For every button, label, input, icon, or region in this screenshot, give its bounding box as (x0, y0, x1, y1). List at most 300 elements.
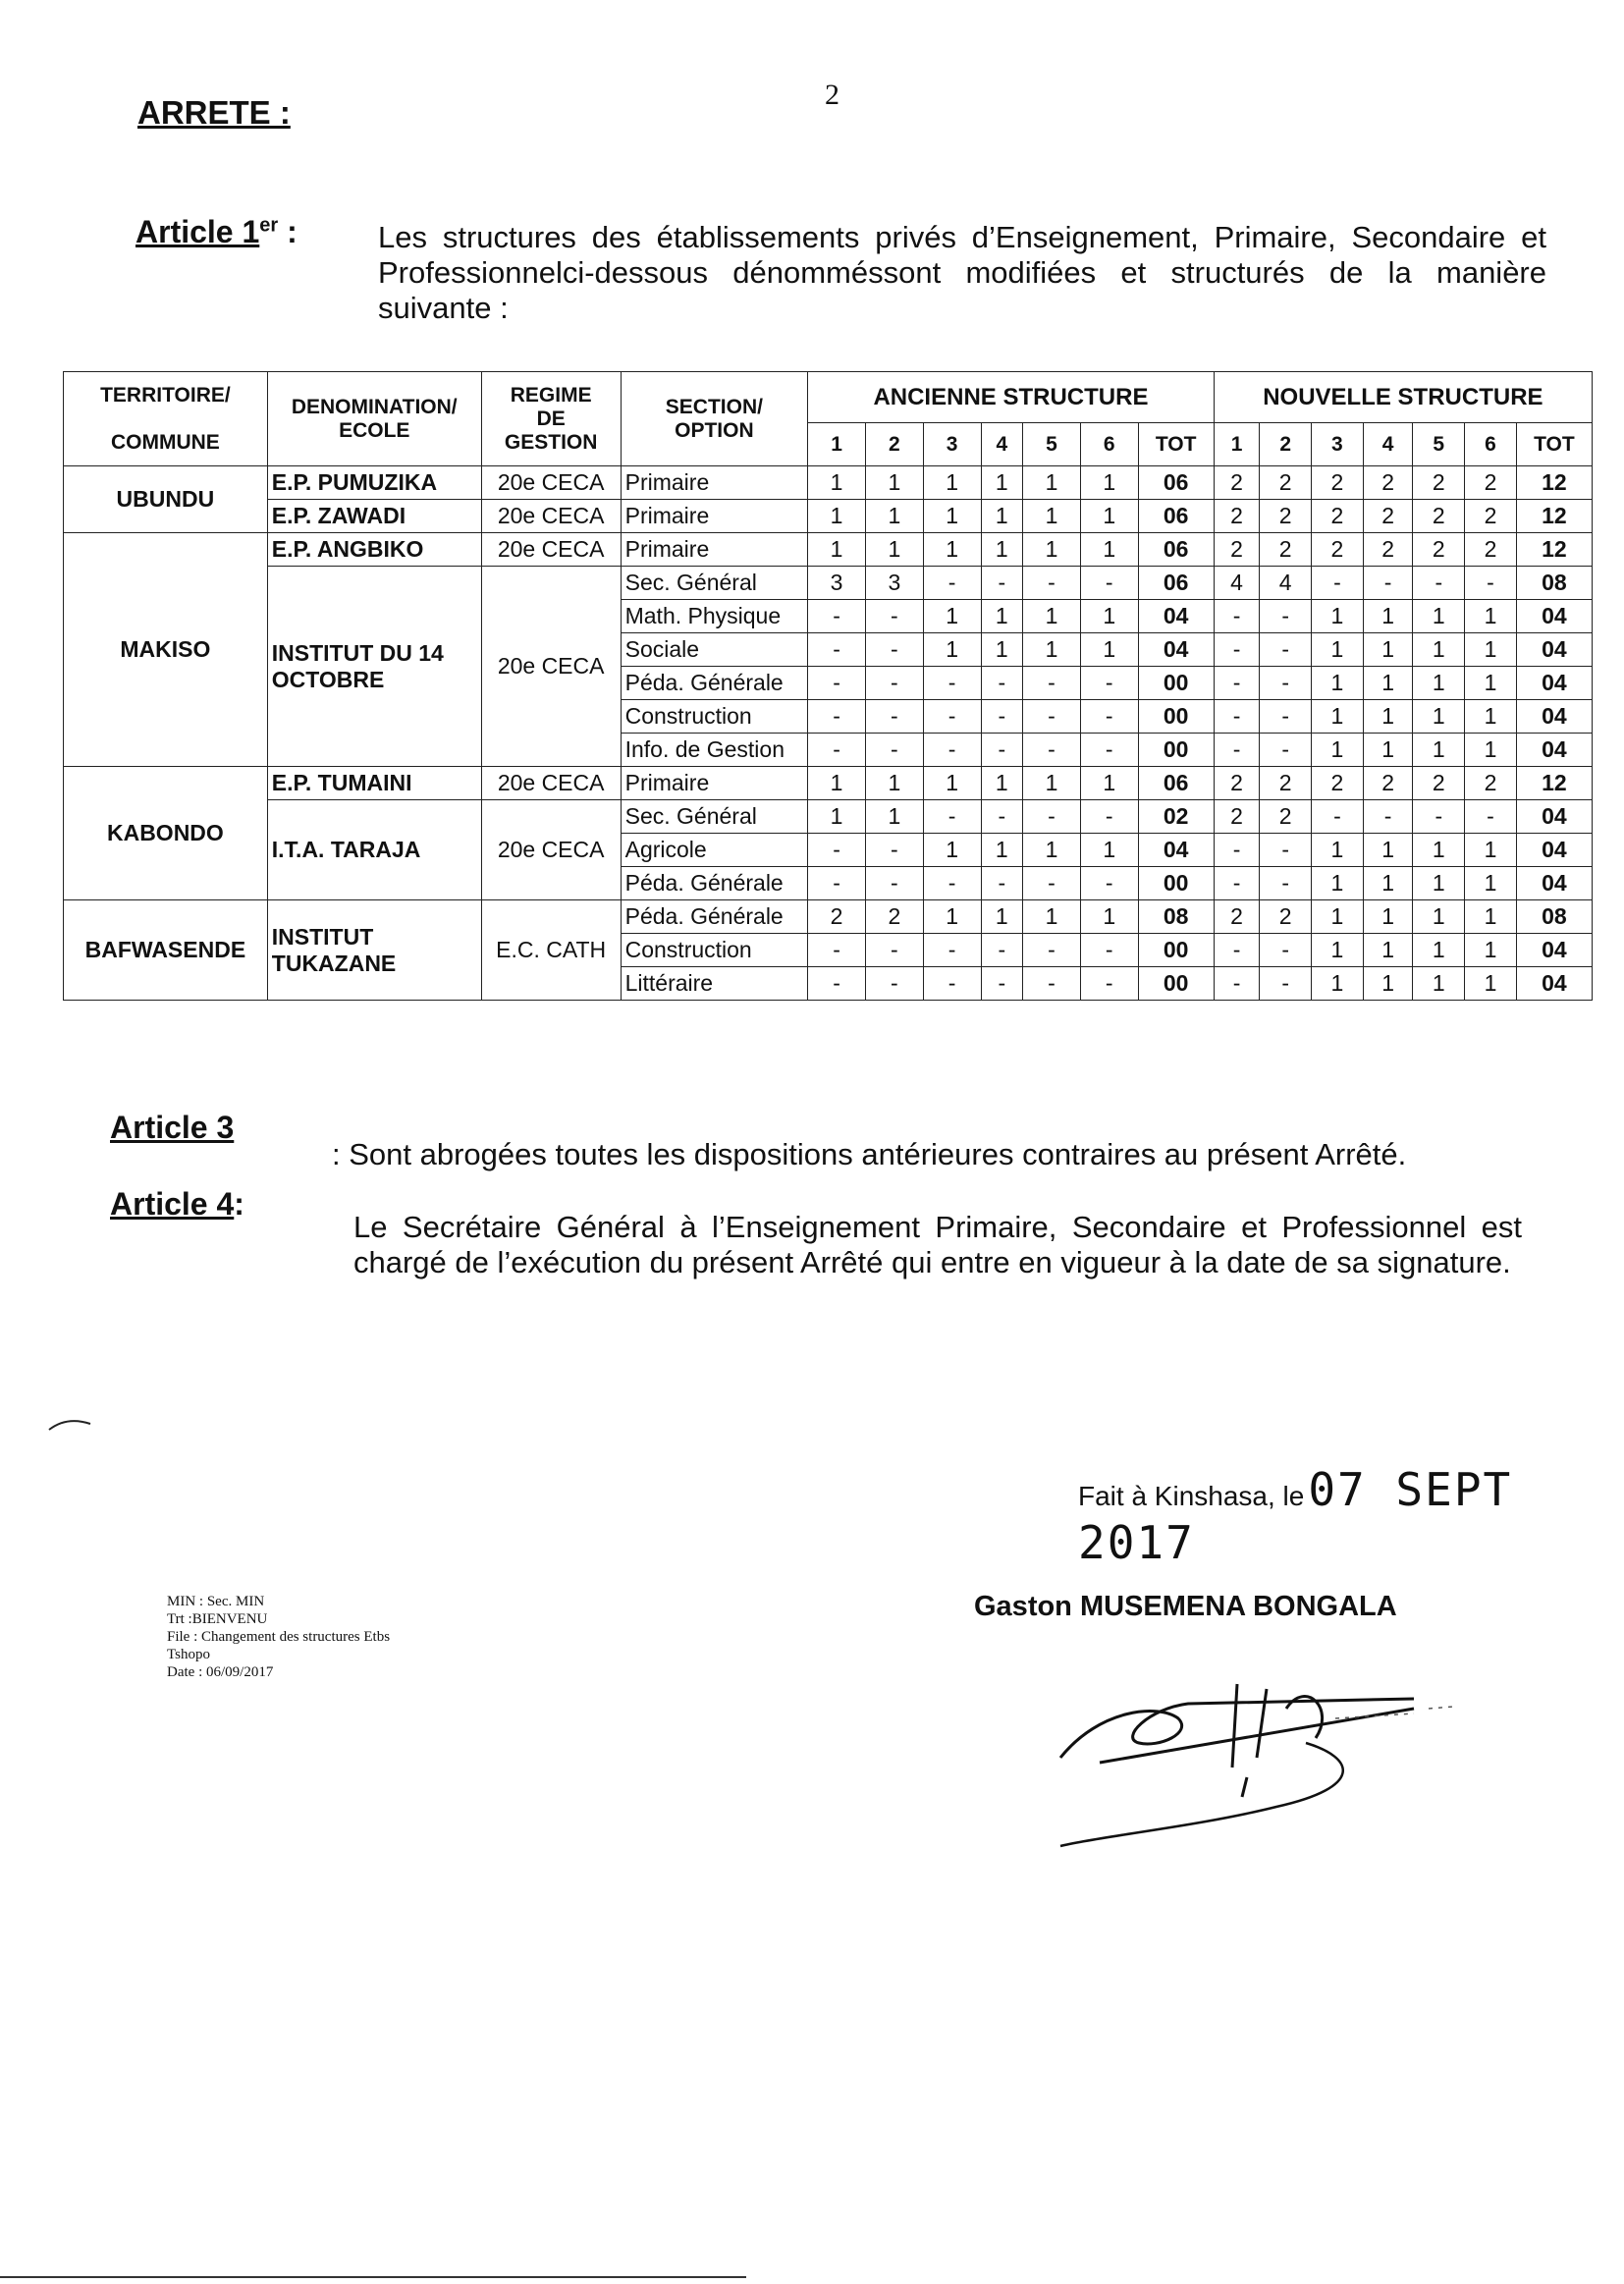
header-ancienne-grade: 6 (1080, 423, 1138, 466)
cell-ancienne-grade: 2 (865, 900, 923, 934)
cell-ancienne-grade: 1 (808, 767, 866, 800)
cell-ancienne-total: 04 (1138, 834, 1214, 867)
header-nouvelle-grade: TOT (1516, 423, 1592, 466)
cell-ancienne-grade: 1 (1080, 834, 1138, 867)
cell-ancienne-grade: 1 (1023, 900, 1081, 934)
cell-regime: 20e CECA (481, 767, 621, 800)
table-row (64, 466, 1593, 500)
cell-regime: 20e CECA (481, 800, 621, 900)
cell-nouvelle-grade: 1 (1413, 867, 1465, 900)
cell-nouvelle-grade: 1 (1465, 700, 1517, 734)
cell-nouvelle-grade: 2 (1465, 533, 1517, 567)
cell-ancienne-grade: - (923, 700, 981, 734)
cell-ecole: E.P. PUMUZIKA (267, 466, 481, 500)
cell-ancienne-grade: - (808, 934, 866, 967)
cell-nouvelle-grade: - (1214, 600, 1260, 633)
cell-regime: 20e CECA (481, 466, 621, 500)
cell-ancienne-grade: 1 (1080, 600, 1138, 633)
cell-ancienne-grade: 1 (808, 500, 866, 533)
cell-nouvelle-grade: 1 (1413, 934, 1465, 967)
cell-nouvelle-grade: - (1214, 867, 1260, 900)
cell-nouvelle-grade: 2 (1260, 767, 1312, 800)
cell-nouvelle-total: 04 (1516, 967, 1592, 1001)
header-nouvelle-grade: 1 (1214, 423, 1260, 466)
cell-nouvelle-grade: 2 (1260, 800, 1312, 834)
article-4-label-suffix: : (234, 1186, 244, 1222)
cell-nouvelle-grade: 1 (1465, 667, 1517, 700)
cell-nouvelle-total: 04 (1516, 800, 1592, 834)
cell-ancienne-grade: 2 (808, 900, 866, 934)
header-regime: REGIME DE GESTION (481, 372, 621, 466)
cell-ecole: E.P. TUMAINI (267, 767, 481, 800)
cell-nouvelle-grade: 1 (1312, 867, 1364, 900)
cell-ancienne-grade: - (808, 834, 866, 867)
header-ancienne-grade: 3 (923, 423, 981, 466)
table-body (64, 466, 1593, 1001)
cell-nouvelle-grade: 1 (1465, 867, 1517, 900)
cell-section: Math. Physique (621, 600, 808, 633)
article-3-label: Article 3 (110, 1110, 235, 1145)
cell-nouvelle-grade: 1 (1312, 734, 1364, 767)
cell-ancienne-total: 00 (1138, 967, 1214, 1001)
cell-ancienne-grade: - (1023, 867, 1081, 900)
header-ancienne-grade: 2 (865, 423, 923, 466)
cell-nouvelle-grade: 1 (1413, 700, 1465, 734)
cell-ancienne-grade: 1 (865, 466, 923, 500)
cell-nouvelle-total: 12 (1516, 466, 1592, 500)
decree-heading: ARRETE : (137, 94, 291, 131)
cell-section: Primaire (621, 533, 808, 567)
cell-ancienne-grade: - (981, 800, 1023, 834)
cell-ancienne-total: 04 (1138, 633, 1214, 667)
cell-ancienne-grade: - (865, 633, 923, 667)
cell-ancienne-grade: 1 (808, 533, 866, 567)
header-ancienne-structure: ANCIENNE STRUCTURE (808, 372, 1215, 423)
cell-section: Info. de Gestion (621, 734, 808, 767)
header-ancienne-grade: 1 (808, 423, 866, 466)
cell-ancienne-grade: - (981, 700, 1023, 734)
cell-ancienne-grade: - (865, 834, 923, 867)
cell-ancienne-grade: 1 (981, 533, 1023, 567)
cell-ancienne-grade: 1 (923, 466, 981, 500)
cell-ancienne-grade: 1 (865, 767, 923, 800)
reference-block (167, 1593, 390, 1681)
cell-nouvelle-grade: 1 (1465, 834, 1517, 867)
article-1-superscript: er (259, 214, 279, 237)
cell-section: Péda. Générale (621, 867, 808, 900)
header-nouvelle-grade: 2 (1260, 423, 1312, 466)
cell-ancienne-grade: 1 (1080, 900, 1138, 934)
cell-nouvelle-grade: 1 (1363, 600, 1413, 633)
table-row (64, 567, 1593, 600)
cell-ancienne-grade: 1 (923, 767, 981, 800)
page-number: 2 (825, 79, 839, 111)
cell-nouvelle-grade: - (1260, 667, 1312, 700)
header-ancienne-grade: TOT (1138, 423, 1214, 466)
cell-nouvelle-grade: 1 (1363, 633, 1413, 667)
cell-nouvelle-grade: 2 (1260, 900, 1312, 934)
cell-ancienne-grade: 1 (923, 900, 981, 934)
cell-ancienne-grade: - (923, 734, 981, 767)
cell-nouvelle-grade: - (1214, 834, 1260, 867)
cell-ancienne-grade: - (808, 600, 866, 633)
cell-section: Primaire (621, 500, 808, 533)
cell-nouvelle-grade: 1 (1363, 867, 1413, 900)
cell-ancienne-grade: - (981, 567, 1023, 600)
cell-ecole: E.P. ANGBIKO (267, 533, 481, 567)
cell-nouvelle-grade: 1 (1413, 900, 1465, 934)
cell-section: Primaire (621, 767, 808, 800)
cell-ancienne-grade: 1 (923, 500, 981, 533)
cell-nouvelle-grade: 1 (1312, 900, 1364, 934)
cell-nouvelle-grade: 1 (1363, 734, 1413, 767)
cell-ancienne-grade: 3 (808, 567, 866, 600)
cell-ancienne-grade: 1 (923, 633, 981, 667)
article-1-label (135, 214, 298, 250)
cell-ancienne-grade: - (1080, 700, 1138, 734)
cell-nouvelle-grade: 1 (1465, 900, 1517, 934)
cell-nouvelle-grade: 1 (1413, 633, 1465, 667)
cell-ancienne-grade: 1 (981, 500, 1023, 533)
handwritten-signature (1041, 1650, 1473, 1856)
cell-nouvelle-grade: 1 (1465, 600, 1517, 633)
cell-ancienne-grade: - (1080, 567, 1138, 600)
cell-nouvelle-grade: 1 (1312, 667, 1364, 700)
cell-ancienne-grade: - (865, 667, 923, 700)
cell-nouvelle-grade: 2 (1465, 767, 1517, 800)
table-row (64, 767, 1593, 800)
cell-section: Péda. Générale (621, 900, 808, 934)
cell-nouvelle-grade: 1 (1312, 934, 1364, 967)
date-stamp: 07 SEPT 2017 (1078, 1463, 1513, 1569)
header-denomination: DENOMINATION/ ECOLE (267, 372, 481, 466)
header-nouvelle-grade: 5 (1413, 423, 1465, 466)
cell-section: Sociale (621, 633, 808, 667)
article-4-label-text: Article 4 (110, 1186, 235, 1222)
header-nouvelle-grade: 6 (1465, 423, 1517, 466)
table-row (64, 800, 1593, 834)
cell-territoire: MAKISO (64, 533, 268, 767)
cell-nouvelle-grade: 1 (1465, 967, 1517, 1001)
cell-ancienne-total: 00 (1138, 934, 1214, 967)
cell-nouvelle-total: 04 (1516, 700, 1592, 734)
cell-nouvelle-grade: - (1214, 967, 1260, 1001)
cell-nouvelle-grade: - (1465, 800, 1517, 834)
cell-ancienne-grade: - (981, 967, 1023, 1001)
cell-ancienne-grade: - (865, 734, 923, 767)
cell-ancienne-grade: - (865, 600, 923, 633)
cell-ancienne-grade: 1 (1023, 600, 1081, 633)
cell-nouvelle-grade: 1 (1363, 667, 1413, 700)
cell-section: Sec. Général (621, 800, 808, 834)
cell-nouvelle-grade: 1 (1312, 600, 1364, 633)
cell-ancienne-grade: 1 (981, 600, 1023, 633)
cell-nouvelle-grade: 1 (1312, 967, 1364, 1001)
cell-nouvelle-grade: - (1260, 633, 1312, 667)
cell-ancienne-grade: - (1023, 967, 1081, 1001)
cell-section: Sec. Général (621, 567, 808, 600)
cell-nouvelle-total: 12 (1516, 533, 1592, 567)
cell-nouvelle-grade: - (1214, 667, 1260, 700)
header-section: SECTION/ OPTION (621, 372, 808, 466)
table-row (64, 900, 1593, 934)
cell-ancienne-grade: 1 (865, 533, 923, 567)
cell-ancienne-grade: - (1023, 667, 1081, 700)
signer-name: Gaston MUSEMENA BONGALA (974, 1591, 1397, 1622)
cell-nouvelle-grade: 1 (1312, 834, 1364, 867)
ref-date: Date : 06/09/2017 (167, 1664, 274, 1680)
cell-ancienne-grade: 1 (1023, 834, 1081, 867)
cell-nouvelle-total: 04 (1516, 834, 1592, 867)
cell-nouvelle-total: 04 (1516, 867, 1592, 900)
cell-ancienne-grade: - (865, 700, 923, 734)
cell-nouvelle-grade: - (1214, 734, 1260, 767)
header-territoire: TERRITOIRE/ COMMUNE (64, 372, 268, 466)
cell-nouvelle-grade: - (1465, 567, 1517, 600)
cell-nouvelle-grade: 1 (1413, 667, 1465, 700)
cell-nouvelle-grade: - (1260, 700, 1312, 734)
margin-mark (47, 1414, 96, 1434)
cell-regime: E.C. CATH (481, 900, 621, 1001)
cell-ancienne-grade: 1 (1080, 466, 1138, 500)
cell-ancienne-grade: - (808, 633, 866, 667)
cell-nouvelle-grade: 2 (1312, 767, 1364, 800)
cell-nouvelle-grade: 1 (1363, 934, 1413, 967)
cell-ancienne-grade: - (981, 867, 1023, 900)
cell-nouvelle-grade: - (1214, 633, 1260, 667)
cell-ancienne-grade: 1 (981, 633, 1023, 667)
cell-nouvelle-grade: - (1312, 800, 1364, 834)
article-1-text: Les structures des établissements privés d’Enseignement, Primaire, Secondaire et Professionnelci-dessous dénomméssont modifiées et structurés de la manière suivante : (378, 220, 1546, 325)
cell-ancienne-total: 06 (1138, 500, 1214, 533)
cell-ancienne-grade: 3 (865, 567, 923, 600)
cell-ancienne-grade: 1 (923, 834, 981, 867)
cell-ancienne-grade: - (981, 734, 1023, 767)
cell-section: Construction (621, 700, 808, 734)
cell-ancienne-grade: - (923, 567, 981, 600)
cell-ancienne-grade: 1 (865, 800, 923, 834)
cell-ancienne-grade: - (981, 667, 1023, 700)
ref-region: Tshopo (167, 1647, 210, 1662)
cell-ancienne-total: 02 (1138, 800, 1214, 834)
cell-ancienne-grade: - (1023, 700, 1081, 734)
cell-nouvelle-grade: 1 (1465, 934, 1517, 967)
cell-nouvelle-grade: 1 (1413, 834, 1465, 867)
cell-nouvelle-total: 04 (1516, 600, 1592, 633)
cell-nouvelle-grade: 2 (1260, 500, 1312, 533)
cell-ecole: I.T.A. TARAJA (267, 800, 481, 900)
cell-ancienne-grade: - (865, 934, 923, 967)
structure-table (63, 371, 1593, 1001)
cell-ancienne-grade: - (981, 934, 1023, 967)
cell-ancienne-total: 06 (1138, 767, 1214, 800)
place-date-line (1078, 1463, 1624, 1569)
cell-ancienne-grade: 1 (1080, 533, 1138, 567)
cell-nouvelle-grade: 1 (1363, 834, 1413, 867)
cell-nouvelle-total: 04 (1516, 633, 1592, 667)
cell-nouvelle-grade: 1 (1312, 700, 1364, 734)
cell-nouvelle-total: 04 (1516, 734, 1592, 767)
article-1-label-suffix: : (278, 214, 298, 249)
ref-treatment: Trt :BIENVENU (167, 1611, 268, 1627)
cell-ancienne-grade: - (1023, 934, 1081, 967)
cell-nouvelle-grade: 2 (1363, 466, 1413, 500)
cell-nouvelle-grade: - (1214, 934, 1260, 967)
cell-nouvelle-grade: 2 (1363, 500, 1413, 533)
cell-regime: 20e CECA (481, 567, 621, 767)
cell-nouvelle-grade: 2 (1413, 500, 1465, 533)
cell-nouvelle-grade: 2 (1363, 533, 1413, 567)
article-4-text: Le Secrétaire Général à l’Enseignement Primaire, Secondaire et Professionnel est chargé de l’exécution du présent Arrêté qui entre en vigueur à la date de sa signature. (353, 1210, 1522, 1279)
cell-nouvelle-grade: 1 (1413, 967, 1465, 1001)
article-3-text: : Sont abrogées toutes les dispositions antérieures contraires au présent Arrêté. (332, 1137, 1407, 1171)
cell-ancienne-grade: 1 (1080, 500, 1138, 533)
cell-ancienne-grade: - (1080, 934, 1138, 967)
cell-ancienne-total: 06 (1138, 567, 1214, 600)
cell-ancienne-grade: 1 (808, 800, 866, 834)
cell-ancienne-grade: - (808, 967, 866, 1001)
cell-nouvelle-grade: 2 (1214, 900, 1260, 934)
bottom-rule (0, 2276, 746, 2278)
header-nouvelle-structure: NOUVELLE STRUCTURE (1214, 372, 1592, 423)
cell-ancienne-grade: - (865, 867, 923, 900)
cell-territoire: BAFWASENDE (64, 900, 268, 1001)
cell-nouvelle-grade: - (1260, 734, 1312, 767)
cell-nouvelle-total: 04 (1516, 934, 1592, 967)
cell-ancienne-total: 00 (1138, 667, 1214, 700)
cell-ancienne-grade: 1 (1023, 466, 1081, 500)
cell-nouvelle-grade: - (1260, 967, 1312, 1001)
cell-nouvelle-total: 04 (1516, 667, 1592, 700)
header-nouvelle-grade: 3 (1312, 423, 1364, 466)
cell-nouvelle-grade: 2 (1413, 767, 1465, 800)
cell-ancienne-grade: - (923, 867, 981, 900)
article-4-label (110, 1186, 244, 1223)
cell-nouvelle-grade: 2 (1465, 466, 1517, 500)
cell-ancienne-grade: - (1080, 667, 1138, 700)
cell-ancienne-total: 04 (1138, 600, 1214, 633)
ref-min: MIN : Sec. MIN (167, 1594, 265, 1609)
cell-nouvelle-grade: - (1413, 800, 1465, 834)
cell-nouvelle-grade: 2 (1312, 500, 1364, 533)
cell-ancienne-total: 00 (1138, 700, 1214, 734)
cell-nouvelle-grade: 2 (1214, 800, 1260, 834)
cell-nouvelle-grade: - (1413, 567, 1465, 600)
cell-nouvelle-grade: 1 (1413, 734, 1465, 767)
cell-nouvelle-grade: - (1260, 834, 1312, 867)
cell-nouvelle-grade: 1 (1363, 900, 1413, 934)
cell-nouvelle-grade: 2 (1413, 466, 1465, 500)
cell-ancienne-grade: - (808, 867, 866, 900)
cell-ancienne-total: 00 (1138, 867, 1214, 900)
cell-nouvelle-total: 12 (1516, 500, 1592, 533)
cell-ancienne-grade: 1 (981, 466, 1023, 500)
cell-ancienne-grade: - (1023, 567, 1081, 600)
cell-ancienne-grade: - (1080, 800, 1138, 834)
cell-ancienne-grade: 1 (923, 600, 981, 633)
cell-ancienne-total: 06 (1138, 466, 1214, 500)
cell-ancienne-grade: - (808, 667, 866, 700)
cell-ancienne-grade: - (923, 934, 981, 967)
cell-nouvelle-grade: 2 (1312, 533, 1364, 567)
cell-territoire: UBUNDU (64, 466, 268, 533)
cell-ancienne-grade: - (923, 667, 981, 700)
cell-ancienne-grade: 1 (1023, 533, 1081, 567)
cell-section: Construction (621, 934, 808, 967)
cell-ancienne-total: 06 (1138, 533, 1214, 567)
cell-ancienne-grade: 1 (981, 834, 1023, 867)
cell-nouvelle-grade: - (1214, 700, 1260, 734)
cell-nouvelle-grade: 1 (1465, 633, 1517, 667)
cell-ancienne-grade: 1 (1080, 767, 1138, 800)
cell-ancienne-grade: - (865, 967, 923, 1001)
cell-section: Péda. Générale (621, 667, 808, 700)
cell-nouvelle-grade: 2 (1214, 533, 1260, 567)
table-row (64, 533, 1593, 567)
cell-ancienne-total: 08 (1138, 900, 1214, 934)
cell-section: Agricole (621, 834, 808, 867)
cell-nouvelle-grade: 2 (1312, 466, 1364, 500)
cell-ancienne-grade: 1 (1080, 633, 1138, 667)
cell-ancienne-grade: 1 (1023, 500, 1081, 533)
cell-ancienne-total: 00 (1138, 734, 1214, 767)
cell-ancienne-grade: 1 (1023, 633, 1081, 667)
cell-ancienne-grade: - (923, 967, 981, 1001)
cell-ecole: INSTITUT TUKAZANE (267, 900, 481, 1001)
cell-ancienne-grade: - (808, 734, 866, 767)
cell-ancienne-grade: - (1023, 734, 1081, 767)
cell-nouvelle-total: 08 (1516, 567, 1592, 600)
cell-nouvelle-grade: - (1260, 600, 1312, 633)
ref-file: File : Changement des structures Etbs (167, 1629, 391, 1645)
cell-ancienne-grade: 1 (808, 466, 866, 500)
article-1-label-text: Article 1 (135, 214, 260, 249)
cell-ancienne-grade: - (1080, 967, 1138, 1001)
cell-nouvelle-grade: - (1260, 867, 1312, 900)
header-ancienne-grade: 4 (981, 423, 1023, 466)
cell-nouvelle-total: 08 (1516, 900, 1592, 934)
cell-nouvelle-grade: 4 (1260, 567, 1312, 600)
cell-nouvelle-grade: 2 (1260, 466, 1312, 500)
cell-ancienne-grade: 1 (923, 533, 981, 567)
cell-ancienne-grade: 1 (981, 900, 1023, 934)
cell-nouvelle-grade: 2 (1214, 500, 1260, 533)
cell-territoire: KABONDO (64, 767, 268, 900)
cell-nouvelle-grade: - (1312, 567, 1364, 600)
cell-nouvelle-grade: 1 (1363, 700, 1413, 734)
cell-ancienne-grade: - (923, 800, 981, 834)
cell-nouvelle-total: 12 (1516, 767, 1592, 800)
table-row (64, 500, 1593, 533)
cell-ancienne-grade: 1 (865, 500, 923, 533)
cell-nouvelle-grade: - (1363, 567, 1413, 600)
cell-nouvelle-grade: 2 (1214, 466, 1260, 500)
place-text: Fait à Kinshasa, le (1078, 1481, 1305, 1511)
cell-section: Littéraire (621, 967, 808, 1001)
cell-nouvelle-grade: 2 (1363, 767, 1413, 800)
cell-ancienne-grade: - (808, 700, 866, 734)
cell-ancienne-grade: - (1080, 867, 1138, 900)
cell-nouvelle-grade: 4 (1214, 567, 1260, 600)
cell-nouvelle-grade: 2 (1413, 533, 1465, 567)
cell-regime: 20e CECA (481, 533, 621, 567)
cell-regime: 20e CECA (481, 500, 621, 533)
cell-nouvelle-grade: 1 (1312, 633, 1364, 667)
header-nouvelle-grade: 4 (1363, 423, 1413, 466)
cell-section: Primaire (621, 466, 808, 500)
cell-nouvelle-grade: 2 (1260, 533, 1312, 567)
cell-ancienne-grade: 1 (1023, 767, 1081, 800)
